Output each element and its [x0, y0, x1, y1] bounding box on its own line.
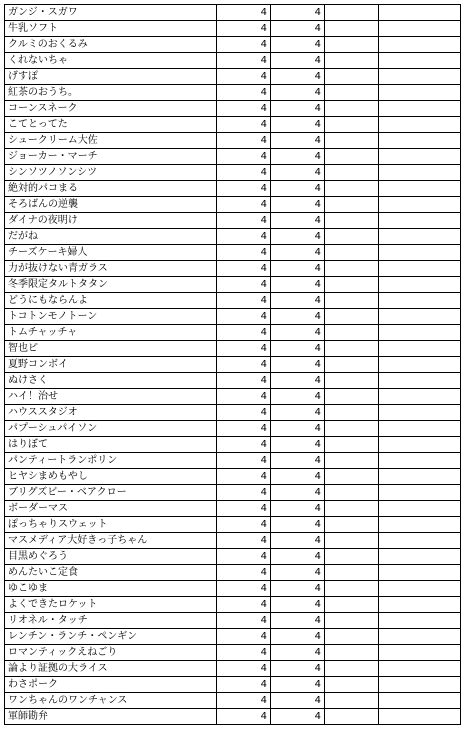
table-row	[5, 709, 461, 725]
empty-cell[interactable]	[325, 453, 379, 469]
empty-cell[interactable]	[325, 645, 379, 661]
empty-cell[interactable]	[379, 533, 461, 549]
empty-cell[interactable]	[325, 357, 379, 373]
empty-cell[interactable]	[325, 149, 379, 165]
value-cell-a[interactable]: 4	[217, 645, 271, 661]
value-cell-b[interactable]: 4	[271, 709, 325, 725]
table-row	[5, 69, 461, 85]
name-cell[interactable]: げすぽ	[5, 69, 217, 85]
value-cell-a[interactable]: 4	[217, 197, 271, 213]
value-cell-a[interactable]: 4	[217, 389, 271, 405]
empty-cell[interactable]	[379, 373, 461, 389]
empty-cell[interactable]	[325, 293, 379, 309]
name-cell[interactable]: ハイ！治せ	[5, 389, 217, 405]
value-cell-b[interactable]: 4	[271, 389, 325, 405]
empty-cell[interactable]	[379, 645, 461, 661]
table-row	[5, 101, 461, 117]
empty-cell[interactable]	[379, 21, 461, 37]
value-cell-a[interactable]: 4	[217, 53, 271, 69]
empty-cell[interactable]	[325, 197, 379, 213]
table-row	[5, 197, 461, 213]
value-cell-a[interactable]: 4	[217, 277, 271, 293]
value-cell-a[interactable]: 4	[217, 677, 271, 693]
value-cell-a[interactable]: 4	[217, 5, 271, 21]
table-row	[5, 53, 461, 69]
table-row	[5, 21, 461, 37]
value-cell-a[interactable]: 4	[217, 341, 271, 357]
empty-cell[interactable]	[325, 229, 379, 245]
empty-cell[interactable]	[325, 373, 379, 389]
empty-cell[interactable]	[325, 325, 379, 341]
table-row	[5, 661, 461, 677]
empty-cell[interactable]	[379, 165, 461, 181]
empty-cell[interactable]	[379, 581, 461, 597]
table-row	[5, 613, 461, 629]
value-cell-b[interactable]: 4	[271, 357, 325, 373]
table-row	[5, 677, 461, 693]
table-row	[5, 181, 461, 197]
value-cell-a[interactable]: 4	[217, 629, 271, 645]
empty-cell[interactable]	[379, 293, 461, 309]
table-row	[5, 149, 461, 165]
table-row	[5, 325, 461, 341]
empty-cell[interactable]	[325, 117, 379, 133]
name-cell[interactable]: どうにもならんよ	[5, 293, 217, 309]
value-cell-b[interactable]: 4	[271, 421, 325, 437]
table-row	[5, 469, 461, 485]
empty-cell[interactable]	[379, 341, 461, 357]
empty-cell[interactable]	[379, 709, 461, 725]
name-cell[interactable]: ブリグズビー・ベアクロー	[5, 485, 217, 501]
value-cell-b[interactable]: 4	[271, 405, 325, 421]
table-row	[5, 373, 461, 389]
name-cell[interactable]: くれないちゃ	[5, 53, 217, 69]
value-cell-a[interactable]: 4	[217, 485, 271, 501]
value-cell-a[interactable]: 4	[217, 245, 271, 261]
name-cell[interactable]: こてとってた	[5, 117, 217, 133]
empty-cell[interactable]	[379, 357, 461, 373]
value-cell-b[interactable]: 4	[271, 181, 325, 197]
value-cell-a[interactable]: 4	[217, 69, 271, 85]
empty-cell[interactable]	[379, 389, 461, 405]
empty-cell[interactable]	[325, 37, 379, 53]
value-cell-b[interactable]: 4	[271, 245, 325, 261]
value-cell-b[interactable]: 4	[271, 325, 325, 341]
value-cell-b[interactable]: 4	[271, 213, 325, 229]
value-cell-b[interactable]: 4	[271, 565, 325, 581]
value-cell-b[interactable]: 4	[271, 101, 325, 117]
table-row	[5, 389, 461, 405]
name-cell[interactable]: 目黒めぐろう	[5, 549, 217, 565]
empty-cell[interactable]	[325, 613, 379, 629]
value-cell-b[interactable]: 4	[271, 261, 325, 277]
value-cell-a[interactable]: 4	[217, 549, 271, 565]
value-cell-a[interactable]: 4	[217, 213, 271, 229]
empty-cell[interactable]	[325, 437, 379, 453]
table-row	[5, 485, 461, 501]
name-cell[interactable]: めんたいこ定食	[5, 565, 217, 581]
value-cell-b[interactable]: 4	[271, 165, 325, 181]
value-cell-a[interactable]: 4	[217, 37, 271, 53]
name-cell[interactable]: ロマンティックえねごり	[5, 645, 217, 661]
value-cell-a[interactable]: 4	[217, 21, 271, 37]
empty-cell[interactable]	[379, 517, 461, 533]
name-cell[interactable]: 冬季限定タルトタタン	[5, 277, 217, 293]
empty-cell[interactable]	[325, 629, 379, 645]
value-cell-b[interactable]: 4	[271, 549, 325, 565]
value-cell-b[interactable]: 4	[271, 21, 325, 37]
empty-cell[interactable]	[379, 325, 461, 341]
empty-cell[interactable]	[325, 549, 379, 565]
name-cell[interactable]: ワンちゃんのワンチャンス	[5, 693, 217, 709]
value-cell-a[interactable]: 4	[217, 453, 271, 469]
empty-cell[interactable]	[325, 709, 379, 725]
value-cell-a[interactable]: 4	[217, 229, 271, 245]
table-row	[5, 501, 461, 517]
value-cell-a[interactable]: 4	[217, 85, 271, 101]
value-cell-a[interactable]: 4	[217, 373, 271, 389]
value-cell-a[interactable]: 4	[217, 613, 271, 629]
value-cell-a[interactable]: 4	[217, 405, 271, 421]
name-cell[interactable]: ゆこゆま	[5, 581, 217, 597]
table-row	[5, 405, 461, 421]
value-cell-a[interactable]: 4	[217, 309, 271, 325]
name-cell[interactable]: ジョーカー・マーチ	[5, 149, 217, 165]
empty-cell[interactable]	[325, 501, 379, 517]
value-cell-a[interactable]: 4	[217, 581, 271, 597]
value-cell-b[interactable]: 4	[271, 629, 325, 645]
table-row	[5, 581, 461, 597]
value-cell-b[interactable]: 4	[271, 501, 325, 517]
value-cell-b[interactable]: 4	[271, 117, 325, 133]
table-row	[5, 565, 461, 581]
empty-cell[interactable]	[379, 197, 461, 213]
value-cell-b[interactable]: 4	[271, 693, 325, 709]
table-row	[5, 453, 461, 469]
name-cell[interactable]: シンソツノソンシツ	[5, 165, 217, 181]
empty-cell[interactable]	[325, 181, 379, 197]
name-cell[interactable]: ダイナの夜明け	[5, 213, 217, 229]
table-row	[5, 517, 461, 533]
table-row	[5, 293, 461, 309]
value-cell-a[interactable]: 4	[217, 181, 271, 197]
empty-cell[interactable]	[325, 389, 379, 405]
table-row	[5, 85, 461, 101]
table-row	[5, 549, 461, 565]
name-cell[interactable]: だがね	[5, 229, 217, 245]
name-cell[interactable]: ハウススタジオ	[5, 405, 217, 421]
empty-cell[interactable]	[325, 469, 379, 485]
value-cell-a[interactable]: 4	[217, 149, 271, 165]
empty-cell[interactable]	[379, 485, 461, 501]
name-cell[interactable]: ガンジ・スガワ	[5, 5, 217, 21]
name-cell[interactable]: トムチャッチャ	[5, 325, 217, 341]
empty-cell[interactable]	[325, 309, 379, 325]
value-cell-b[interactable]: 4	[271, 373, 325, 389]
empty-cell[interactable]	[325, 677, 379, 693]
name-cell[interactable]: 論より証拠の大ライス	[5, 661, 217, 677]
table-row	[5, 277, 461, 293]
table-row	[5, 213, 461, 229]
name-cell[interactable]: クルミのおくるみ	[5, 37, 217, 53]
empty-cell[interactable]	[379, 37, 461, 53]
value-cell-a[interactable]: 4	[217, 533, 271, 549]
empty-cell[interactable]	[379, 421, 461, 437]
empty-cell[interactable]	[379, 229, 461, 245]
name-cell[interactable]: リオネル・タッチ	[5, 613, 217, 629]
empty-cell[interactable]	[325, 597, 379, 613]
value-cell-b[interactable]: 4	[271, 293, 325, 309]
empty-cell[interactable]	[379, 277, 461, 293]
value-cell-a[interactable]: 4	[217, 501, 271, 517]
empty-cell[interactable]	[379, 85, 461, 101]
table-row	[5, 421, 461, 437]
empty-cell[interactable]	[325, 565, 379, 581]
name-cell[interactable]: トコトンモノトーン	[5, 309, 217, 325]
value-cell-a[interactable]: 4	[217, 293, 271, 309]
name-cell[interactable]: パプーシュパイソン	[5, 421, 217, 437]
value-cell-b[interactable]: 4	[271, 613, 325, 629]
value-cell-a[interactable]: 4	[217, 325, 271, 341]
empty-cell[interactable]	[325, 485, 379, 501]
name-cell[interactable]: ボーダーマス	[5, 501, 217, 517]
table-row	[5, 37, 461, 53]
empty-cell[interactable]	[325, 581, 379, 597]
value-cell-b[interactable]: 4	[271, 517, 325, 533]
empty-cell[interactable]	[379, 629, 461, 645]
name-cell[interactable]: 絶対的パコまる	[5, 181, 217, 197]
empty-cell[interactable]	[379, 117, 461, 133]
empty-cell[interactable]	[325, 245, 379, 261]
empty-cell[interactable]	[325, 69, 379, 85]
table-row	[5, 261, 461, 277]
table-row	[5, 117, 461, 133]
empty-cell[interactable]	[325, 517, 379, 533]
value-cell-a[interactable]: 4	[217, 517, 271, 533]
empty-cell[interactable]	[379, 405, 461, 421]
name-cell[interactable]: レンチン・ランチ・ペンギン	[5, 629, 217, 645]
name-cell[interactable]: マスメディア大好きっ子ちゃん	[5, 533, 217, 549]
value-cell-a[interactable]: 4	[217, 469, 271, 485]
table-row	[5, 533, 461, 549]
empty-cell[interactable]	[325, 661, 379, 677]
empty-cell[interactable]	[379, 309, 461, 325]
value-cell-a[interactable]: 4	[217, 261, 271, 277]
name-cell[interactable]: 智也ピ	[5, 341, 217, 357]
name-cell[interactable]: シュークリーム大佐	[5, 133, 217, 149]
name-cell[interactable]: コーンスネーク	[5, 101, 217, 117]
table-row	[5, 629, 461, 645]
empty-cell[interactable]	[379, 53, 461, 69]
name-cell[interactable]: そろばんの逆襲	[5, 197, 217, 213]
name-cell[interactable]: よくできたロケット	[5, 597, 217, 613]
empty-cell[interactable]	[325, 341, 379, 357]
value-cell-b[interactable]: 4	[271, 149, 325, 165]
spreadsheet-table	[4, 4, 461, 725]
empty-cell[interactable]	[379, 261, 461, 277]
value-cell-b[interactable]: 4	[271, 5, 325, 21]
value-cell-a[interactable]: 4	[217, 421, 271, 437]
empty-cell[interactable]	[379, 453, 461, 469]
table-body	[5, 5, 461, 725]
value-cell-b[interactable]: 4	[271, 133, 325, 149]
value-cell-b[interactable]: 4	[271, 197, 325, 213]
empty-cell[interactable]	[325, 277, 379, 293]
table-row	[5, 245, 461, 261]
value-cell-b[interactable]: 4	[271, 277, 325, 293]
value-cell-b[interactable]: 4	[271, 597, 325, 613]
empty-cell[interactable]	[379, 213, 461, 229]
empty-cell[interactable]	[379, 597, 461, 613]
empty-cell[interactable]	[379, 245, 461, 261]
value-cell-b[interactable]: 4	[271, 229, 325, 245]
name-cell[interactable]: 力が抜けない青ガラス	[5, 261, 217, 277]
value-cell-b[interactable]: 4	[271, 533, 325, 549]
empty-cell[interactable]	[379, 69, 461, 85]
empty-cell[interactable]	[379, 677, 461, 693]
value-cell-b[interactable]: 4	[271, 661, 325, 677]
name-cell[interactable]: 夏野コンボイ	[5, 357, 217, 373]
empty-cell[interactable]	[379, 149, 461, 165]
empty-cell[interactable]	[325, 693, 379, 709]
empty-cell[interactable]	[379, 469, 461, 485]
value-cell-b[interactable]: 4	[271, 453, 325, 469]
empty-cell[interactable]	[379, 437, 461, 453]
empty-cell[interactable]	[379, 613, 461, 629]
value-cell-b[interactable]: 4	[271, 677, 325, 693]
name-cell[interactable]: はりぼて	[5, 437, 217, 453]
empty-cell[interactable]	[325, 53, 379, 69]
name-cell[interactable]: わさポーク	[5, 677, 217, 693]
empty-cell[interactable]	[379, 565, 461, 581]
empty-cell[interactable]	[325, 133, 379, 149]
name-cell[interactable]: ヒヤシまめもやし	[5, 469, 217, 485]
empty-cell[interactable]	[379, 693, 461, 709]
value-cell-b[interactable]: 4	[271, 69, 325, 85]
value-cell-b[interactable]: 4	[271, 341, 325, 357]
value-cell-b[interactable]: 4	[271, 437, 325, 453]
empty-cell[interactable]	[325, 213, 379, 229]
table-row	[5, 133, 461, 149]
empty-cell[interactable]	[325, 261, 379, 277]
value-cell-a[interactable]: 4	[217, 117, 271, 133]
value-cell-a[interactable]: 4	[217, 101, 271, 117]
empty-cell[interactable]	[325, 101, 379, 117]
value-cell-a[interactable]: 4	[217, 565, 271, 581]
value-cell-b[interactable]: 4	[271, 309, 325, 325]
empty-cell[interactable]	[379, 101, 461, 117]
empty-cell[interactable]	[379, 5, 461, 21]
value-cell-a[interactable]: 4	[217, 597, 271, 613]
table-row	[5, 357, 461, 373]
value-cell-b[interactable]: 4	[271, 85, 325, 101]
empty-cell[interactable]	[325, 5, 379, 21]
empty-cell[interactable]	[379, 661, 461, 677]
value-cell-b[interactable]: 4	[271, 469, 325, 485]
value-cell-b[interactable]: 4	[271, 37, 325, 53]
name-cell[interactable]: 牛乳ソフト	[5, 21, 217, 37]
value-cell-a[interactable]: 4	[217, 661, 271, 677]
empty-cell[interactable]	[379, 133, 461, 149]
empty-cell[interactable]	[379, 181, 461, 197]
table-row	[5, 341, 461, 357]
empty-cell[interactable]	[325, 21, 379, 37]
empty-cell[interactable]	[325, 533, 379, 549]
empty-cell[interactable]	[325, 405, 379, 421]
table-row	[5, 597, 461, 613]
value-cell-a[interactable]: 4	[217, 693, 271, 709]
value-cell-a[interactable]: 4	[217, 133, 271, 149]
empty-cell[interactable]	[379, 549, 461, 565]
name-cell[interactable]: ぽっちゃりスウェット	[5, 517, 217, 533]
empty-cell[interactable]	[325, 421, 379, 437]
name-cell[interactable]: 軍師勘弁	[5, 709, 217, 725]
value-cell-b[interactable]: 4	[271, 581, 325, 597]
table-row	[5, 165, 461, 181]
value-cell-a[interactable]: 4	[217, 709, 271, 725]
name-cell[interactable]: パンティートランポリン	[5, 453, 217, 469]
table-row	[5, 229, 461, 245]
value-cell-a[interactable]: 4	[217, 357, 271, 373]
name-cell[interactable]: 紅茶のおうち。	[5, 85, 217, 101]
table-row	[5, 645, 461, 661]
value-cell-b[interactable]: 4	[271, 645, 325, 661]
name-cell[interactable]: ぬけさく	[5, 373, 217, 389]
table-row	[5, 5, 461, 21]
empty-cell[interactable]	[325, 85, 379, 101]
value-cell-b[interactable]: 4	[271, 53, 325, 69]
value-cell-a[interactable]: 4	[217, 437, 271, 453]
table-row	[5, 437, 461, 453]
empty-cell[interactable]	[379, 501, 461, 517]
table-row	[5, 693, 461, 709]
name-cell[interactable]: チーズケーキ婦人	[5, 245, 217, 261]
table-row	[5, 309, 461, 325]
empty-cell[interactable]	[325, 165, 379, 181]
value-cell-a[interactable]: 4	[217, 165, 271, 181]
value-cell-b[interactable]: 4	[271, 485, 325, 501]
